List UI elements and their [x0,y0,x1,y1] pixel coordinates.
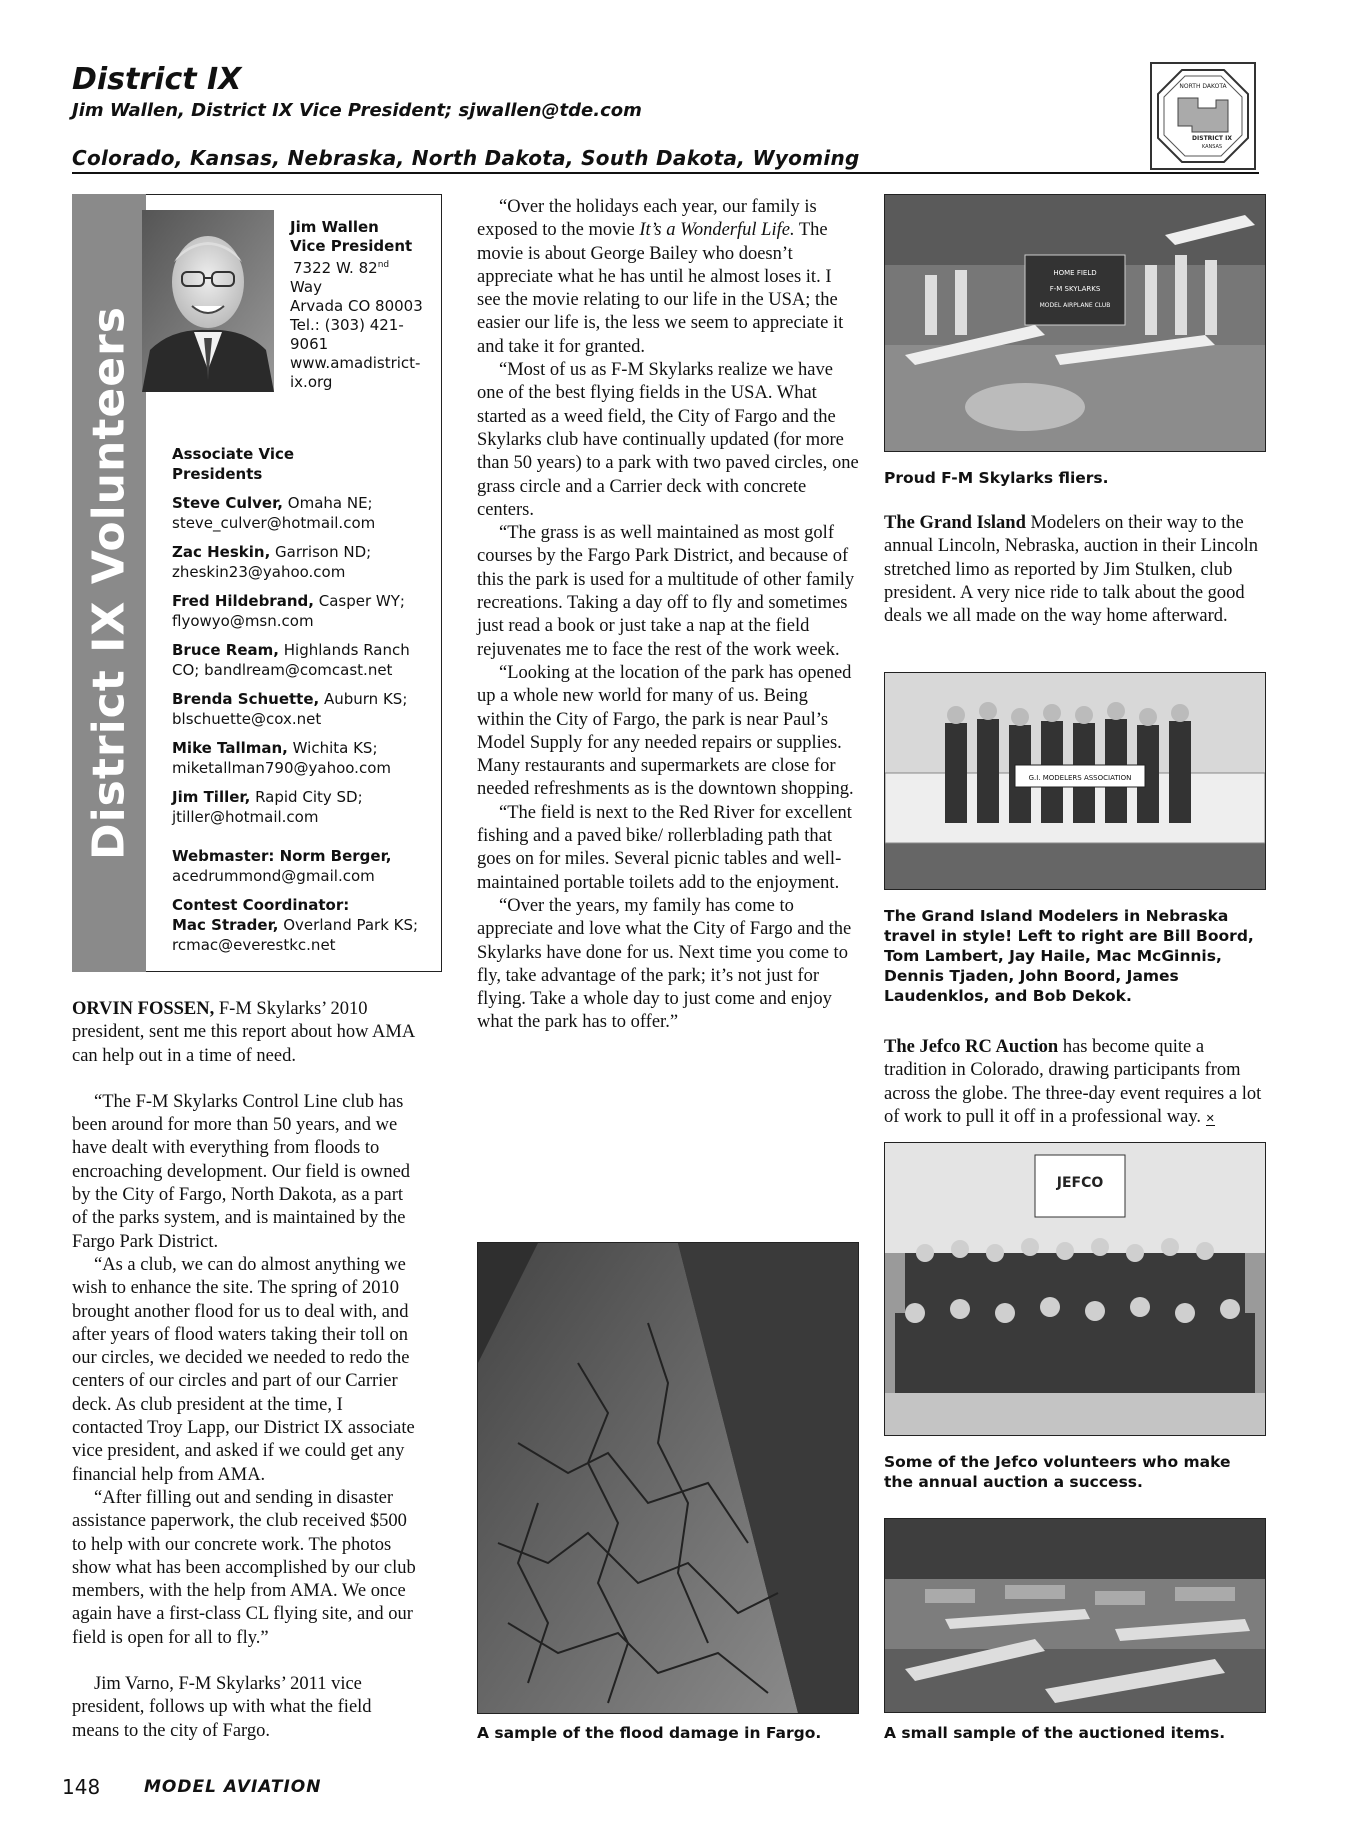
grand-island-caption: The Grand Island Modelers in Nebraska travel in style! Left to right are Bill Boord, Tom Lambert, Jay Haile, Mac McGinnis, Dennis Tjaden, John Boord, James Laudenklos, and Bob Dekok. [884,907,1254,1005]
contest-person [172,915,434,935]
jefco-lead: The Jefco RC Auction [884,1037,1059,1057]
associate-entry [172,640,434,680]
grand-island-lead: The Grand Island [884,513,1026,533]
associate-heading-line1: Associate Vice [172,445,295,463]
associate-entry [172,787,434,827]
sign-line-1: HOME FIELD [1053,269,1097,277]
lead-name: ORVIN FOSSEN, [72,999,215,1019]
skylarks-group-photo [884,194,1266,452]
associate-name: Mike Tallman, [172,739,288,757]
associate-name-line [172,689,434,709]
grand-island-body: Modelers on their way to the annual Lincoln, Nebraska, auction in their Lincoln stretched limo as reported by Jim Stulken, club president. A very nice ride to talk about the good deals we all made on the way home afterward. [884,513,1258,627]
page-number: 148 [62,1775,101,1799]
associate-entry [172,542,434,582]
associate-entry [172,738,434,778]
associate-location: Casper WY; [318,592,405,610]
col1-paragraph-4: Jim Varno, F-M Skylarks’ 2011 vice president, follows up with what the field means to the city of Fargo. [72,1674,372,1741]
lead-text: F-M Skylarks’ 2010 president, sent me this report about how AMA can help out in a time of need. [72,999,415,1066]
associate-name: Jim Tiller, [172,788,251,806]
page-title: District IX [72,62,242,97]
contest-location: Overland Park KS; [283,916,419,934]
logo-text-mid: DISTRICT IX [1192,135,1232,142]
contest-label: Contest Coordinator: [172,896,350,914]
volunteers-band-label: District IX Volunteers [83,306,135,860]
associate-email[interactable]: blschuette@cox.net [172,710,322,728]
auction-items-photo [884,1518,1266,1713]
webmaster-email[interactable]: acedrummond@gmail.com [172,867,375,885]
associate-email[interactable]: miketallman790@yahoo.com [172,759,391,777]
associate-email[interactable]: zheskin23@yahoo.com [172,563,346,581]
associate-location: Omaha NE; [287,494,373,512]
jefco-body: has become quite a tradition in Colorado, drawing participants from across the globe. The three-day event requires a lot of work to pull it off in a professional way. [884,1037,1262,1127]
magazine-name: MODEL AVIATION [144,1777,322,1797]
vp-tel-1: Tel.: (303) 421- [290,316,404,334]
col1-paragraph-3: “After filling out and sending in disaster assistance paperwork, the club received $500 to help with our concrete work. The photos show what has been accomplished by our club members, with the help from AMA. We once again have a first-class CL flying site, and our field is open for all to fly.” [72,1487,416,1648]
vp-street [290,256,440,278]
col2-paragraph-4: “Looking at the location of the park has opened up a whole new world for many of us. Being within the City of Fargo, the park is near Paul’s Model Supply for any needed repairs or supplies. Many restaurants and supermarkets are close for needed refreshments as is the downtown shopping. [477,662,854,800]
district-logo [1150,62,1256,170]
vp-street-num: 7322 W. 82 [293,259,378,277]
associate-location: Highlands Ranch [283,641,410,659]
movie-title: It’s a Wonderful Life. [639,220,795,241]
associate-entry [172,493,434,533]
jefco-volunteers-caption: Some of the Jefco volunteers who make the annual auction a success. [884,1453,1231,1491]
vp-name: Jim Wallen [290,218,379,236]
associate-name-line [172,738,434,758]
associate-heading [172,444,434,484]
associate-name: Brenda Schuette, [172,690,320,708]
associate-name-line [172,542,434,562]
sign-line-2: F-M SKYLARKS [1049,285,1101,293]
jefco-text [884,1036,1262,1130]
logo-text-bottom: KANSAS [1201,144,1223,150]
district-states: Colorado, Kansas, Nebraska, North Dakota, South Dakota, Wyoming [72,146,860,170]
flood-damage-photo [477,1242,859,1714]
associate-location: Wichita KS; [292,739,378,757]
webmaster-entry [172,846,434,886]
vp-contact-block [290,218,440,392]
contest-email[interactable]: rcmac@everestkc.net [172,936,336,954]
vp-website-2[interactable]: ix.org [290,373,333,391]
associate-heading-line2: Presidents [172,465,263,483]
associate-email[interactable]: CO; bandlream@comcast.net [172,661,393,679]
vp-website-1[interactable]: www.amadistrict- [290,354,421,372]
associate-entry [172,689,434,729]
limo-banner-text: G.I. MODELERS ASSOCIATION [1028,774,1132,782]
auction-items-caption: A small sample of the auctioned items. [884,1724,1226,1742]
col1-paragraph-2: “As a club, we can do almost anything we wish to enhance the site. The spring of 2010 brought another flood for us to deal with, and after years of flood waters taking their toll on our circles, we decided we needed to redo the centers of our circles and part of our Carrier deck. As club president at the time, I contacted Troy Lapp, our District IX associate vice president, and asked if we could get any financial help from AMA. [72,1254,415,1485]
lead-paragraph [72,998,417,1068]
jefco-volunteers-photo [884,1142,1266,1436]
district-ix-emblem-icon [1152,64,1254,168]
vp-role: Vice President [290,237,413,255]
contest-coordinator-entry [172,895,434,955]
vp-tel-2: 9061 [290,335,329,353]
grand-island-text [884,512,1262,628]
associate-location: Garrison ND; [275,543,372,561]
col2-paragraph-3: “The grass is as well maintained as most golf courses by the Fargo Park District, and because of this the park is used for a multitude of other family recreations. Taking a day off to fly and sometimes just read a book or just take a nap at the field rejuvenates me to face the rest of the work week. [477,523,855,660]
grand-island-paragraph [884,512,1262,628]
ma-logo-icon: ✕ [1205,1111,1215,1125]
associate-name: Bruce Ream, [172,641,279,659]
article-column-1 [72,998,417,1743]
vp-portrait-photo [142,210,274,392]
jefco-banner-text: JEFCO [1056,1175,1104,1191]
grand-island-limo-photo [884,672,1266,890]
associate-name: Zac Heskin, [172,543,271,561]
vp-street-end: Way [290,278,322,296]
associate-name-line [172,640,434,660]
sign-line-3: MODEL AIRPLANE CLUB [1039,302,1111,309]
col2-p1-start: “Over the holidays each year, our family is exposed to the movie [477,197,817,241]
col2-paragraph-1 [477,196,859,359]
associate-list [172,493,434,836]
vp-city: Arvada CO 80003 [290,297,423,315]
col2-p1-end: The movie is about George Bailey who doesn’t appreciate what he has until he almost loses it. I see the movie relating to our life in the USA; the easier our life is, the less we seem to appreciate it and take it for granted. [477,220,844,357]
col1-paragraph-1: “The F-M Skylarks Control Line club has been around for more than 50 years, and we have dealt with everything from floods to encroaching development. Our field is owned by the City of Fargo, North Dakota, as a part of the parks system, and is maintained by the Fargo Park District. [72,1091,411,1252]
contest-name: Mac Strader, [172,916,279,934]
associate-location: Rapid City SD; [255,788,363,806]
associate-name-line [172,591,434,611]
jefco-paragraph [884,1036,1262,1130]
associate-name-line [172,787,434,807]
flood-photo-caption: A sample of the flood damage in Fargo. [477,1724,822,1742]
associate-name-line [172,493,434,513]
skylarks-photo-caption: Proud F-M Skylarks fliers. [884,469,1109,487]
webmaster-label: Webmaster: Norm Berger, [172,847,392,865]
article-column-2 [477,196,859,1035]
associate-name: Fred Hildebrand, [172,592,314,610]
vp-street-sup: nd [377,260,390,270]
associate-location: Auburn KS; [323,690,408,708]
associate-email[interactable]: steve_culver@hotmail.com [172,514,376,532]
col2-paragraph-2: “Most of us as F-M Skylarks realize we have one of the best flying fields in the USA. What started as a weed field, the City of Fargo and the Skylarks club have continually updated (for more than 50 years) to a park with two paved circles, one grass circle and a Carrier deck with concrete centers. [477,360,859,520]
associate-email[interactable]: jtiller@hotmail.com [172,808,319,826]
header-rule [72,172,1259,174]
col2-paragraph-6: “Over the years, my family has come to appreciate and love what the City of Fargo and the Skylarks have done for us. Next time you come to fly, take advantage of the park; it’s not just for flying. Take a whole day to just come and enjoy what the park has to offer.” [477,895,852,1033]
col2-paragraph-5: “The field is next to the Red River for excellent fishing and a paved bike/ rollerblading path that goes on for miles. Several picnic tables and well-maintained portable toilets add to the enjoyment. [477,802,852,893]
logo-text-top: NORTH DAKOTA [1179,83,1227,90]
associate-entry [172,591,434,631]
vice-president-byline: Jim Wallen, District IX Vice President; sjwallen@tde.com [72,100,642,121]
associate-name: Steve Culver, [172,494,283,512]
associate-email[interactable]: flyowyo@msn.com [172,612,314,630]
